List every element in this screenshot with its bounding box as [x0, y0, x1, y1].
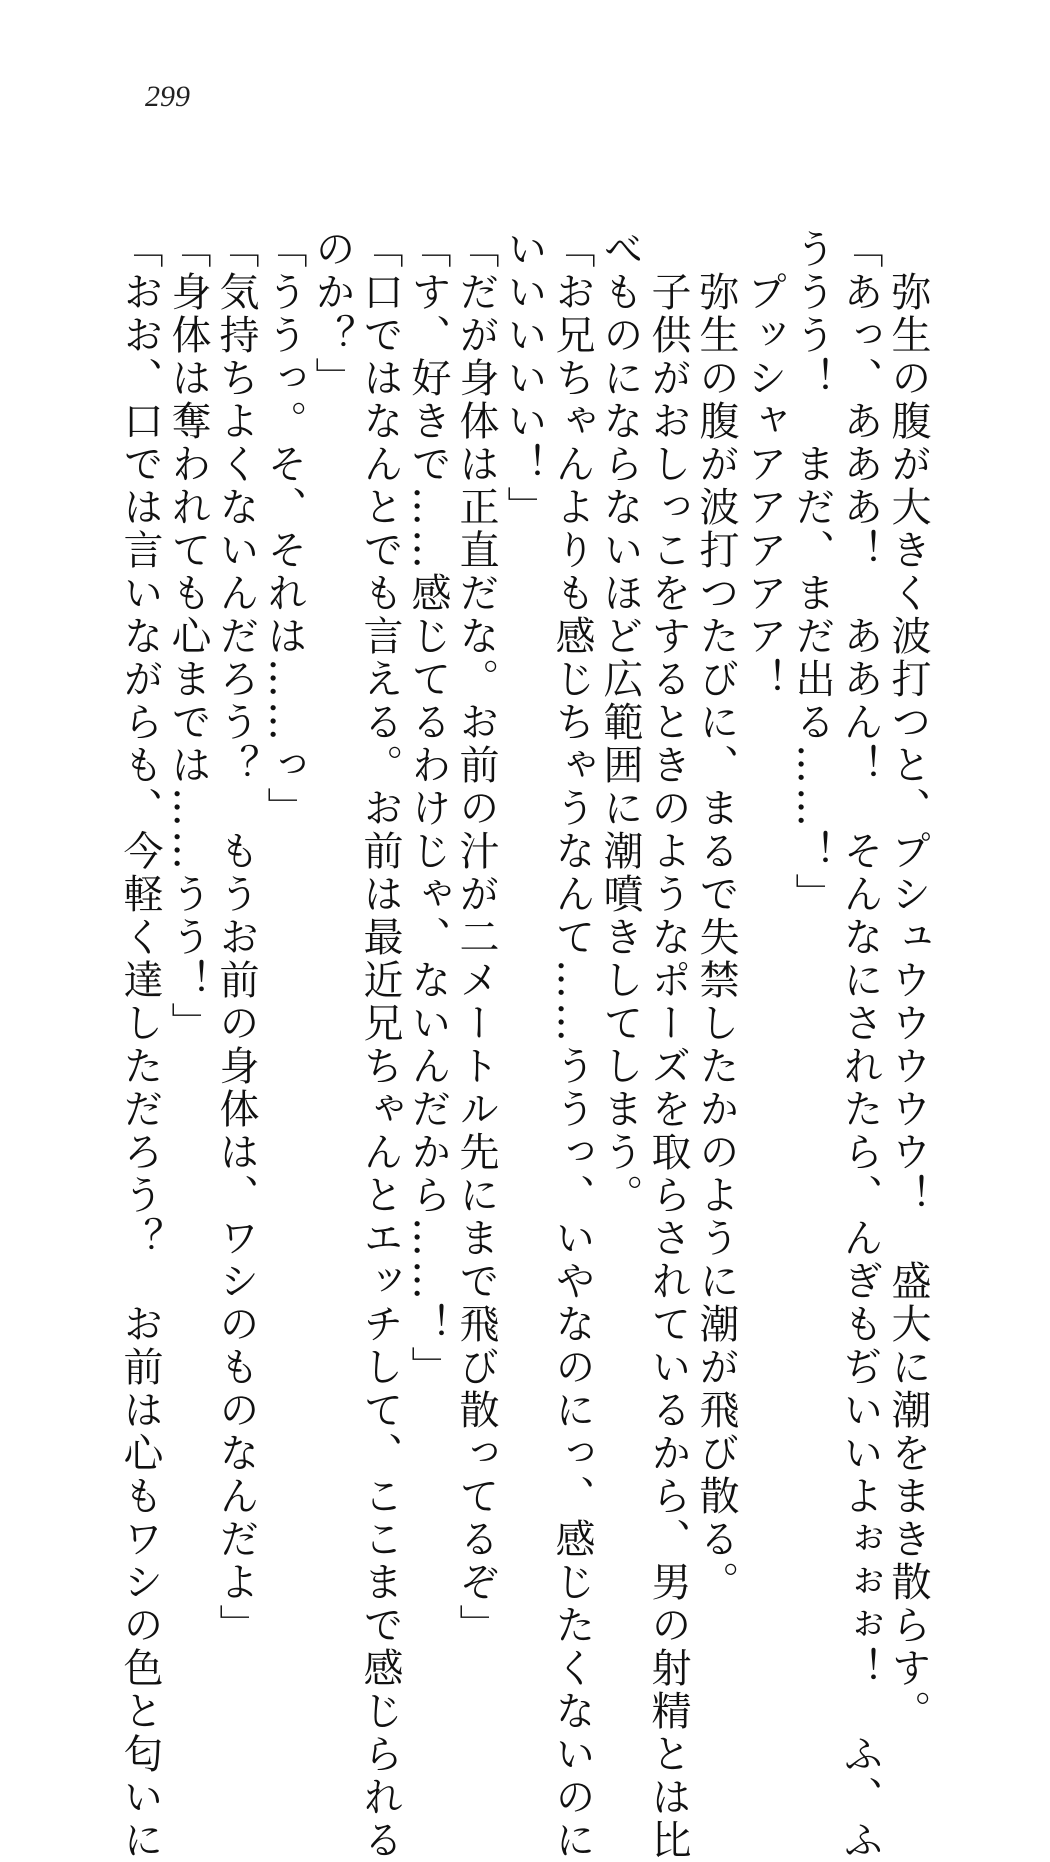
text-line: 「だが身体は正直だな。お前の汁が二メートル先にまで飛び散ってるぞ」 — [453, 228, 499, 1647]
text-line: 子供がおしっこをするときのようなポーズを取らされているから、男の射精とは比 — [645, 228, 691, 1862]
text-line: プッシャアアアアア！ — [741, 228, 787, 701]
body-text — [116, 228, 932, 1862]
text-line: のか？」 — [309, 228, 355, 400]
text-line: 「おお、口では言いながらも、今軽く達しただろう？ お前は心もワシの色と匂いに — [117, 228, 163, 1862]
text-line: 「気持ちよくないんだろう？ もうお前の身体は、ワシのものなんだよ」 — [213, 228, 259, 1647]
text-line: いいいいい！」 — [501, 228, 547, 529]
text-line: 「あっ、あああ！ ああん！ そんなにされたら、んぎもぢいいよぉぉぉ！ ふ、ふ — [837, 228, 883, 1862]
text-line: ううう！ まだ、まだ出る……！」 — [789, 228, 835, 916]
text-line: 「口ではなんとでも言える。お前は最近兄ちゃんとエッチして、ここまで感じられる — [357, 228, 403, 1862]
text-line: 「お兄ちゃんよりも感じちゃうなんて……ううっ、いやなのにっ、感じたくないのに — [549, 228, 595, 1862]
text-line: 「身体は奪われても心までは……うう！」 — [165, 228, 211, 1045]
text-line: 「す、好きで……感じてるわけじゃ、ないんだから……！」 — [405, 228, 451, 1389]
text-line: 弥生の腹が波打つたびに、まるで失禁したかのように潮が飛び散る。 — [693, 228, 739, 1604]
text-line: べものにならないほど広範囲に潮噴きしてしまう。 — [597, 228, 643, 1217]
text-line: 弥生の腹が大きく波打つと、プシュウウウウウ！ 盛大に潮をまき散らす。 — [885, 228, 931, 1733]
page-number: 299 — [145, 80, 190, 113]
text-line: 「ううっ。そ、それは……っ」 — [261, 228, 307, 830]
